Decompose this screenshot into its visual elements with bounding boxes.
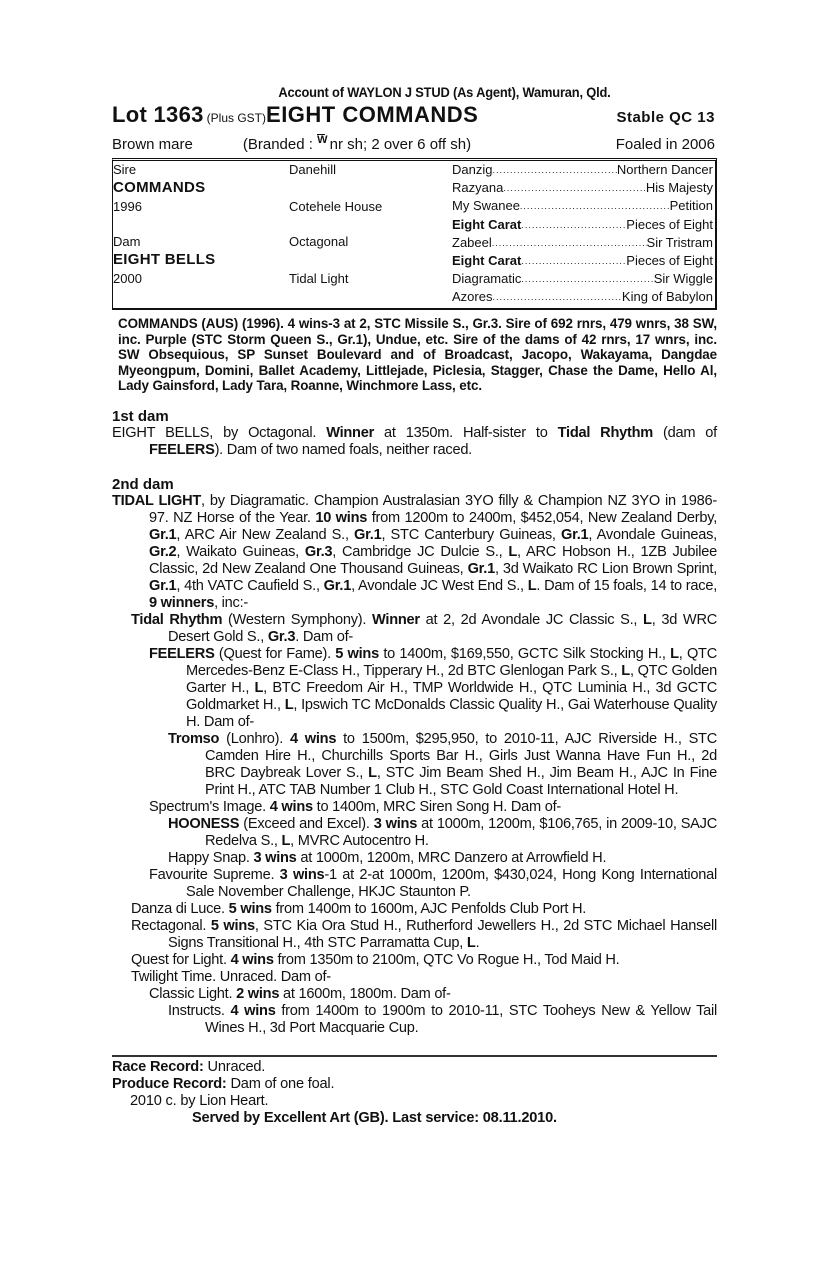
bold-run: 3 wins	[279, 866, 325, 883]
text-run: , 4th VATC Caufield S.,	[176, 577, 324, 594]
bold-run: 3 wins	[373, 815, 418, 832]
text-run: from 1400m to 1600m, AJC Penfolds Club Port H.	[271, 900, 587, 917]
text-run: , STC Canterbury Guineas,	[381, 526, 561, 543]
pedigree-entry	[112, 493, 717, 612]
pedigree-entry	[112, 952, 717, 969]
text-run: . Dam of-	[295, 628, 353, 645]
text-run: , Cambridge JC Dulcie S.,	[332, 543, 509, 560]
great-grandsire-name: Pieces of Eight	[626, 253, 713, 268]
text-run: , inc:-	[214, 594, 249, 611]
text-run: (Lonhro).	[219, 730, 290, 747]
bold-run: 5 wins	[228, 900, 272, 917]
text-run: to 1400m, MRC Siren Song H. Dam of-	[312, 798, 561, 815]
dot-leader	[492, 291, 621, 304]
bold-run: FEELERS	[149, 645, 215, 662]
grandparent-row	[452, 198, 713, 213]
text-run: EIGHT BELLS, by Octagonal.	[112, 424, 327, 441]
bold-run: 4 wins	[230, 1002, 276, 1019]
text-run: , BTC Freedom Air H., TMP Worldwide H., QTC Luminia H., 3d GCTC Goldmarket H.,	[186, 679, 717, 713]
race-record-value: Unraced.	[207, 1058, 266, 1075]
pedigree-entry	[112, 646, 717, 731]
great-grandsire-name: His Majesty	[645, 180, 713, 196]
text-run: -1 at 2-at 1000m, 1200m, $430,024, Hong Kong International Sale November Challenge, HKJC Staunton P.	[186, 866, 717, 900]
second-dam-heading: 2nd dam	[112, 475, 174, 493]
pedigree-entry	[112, 901, 717, 918]
text-run: at 1000m, 1200m, $106,765, in 2009-10, SAJC Redelva S.,	[205, 815, 717, 849]
dot-leader	[503, 182, 646, 195]
text-run: (Exceed and Excel).	[239, 815, 374, 832]
pedigree-entry	[112, 799, 717, 816]
grandparent-name: Danzig	[452, 162, 493, 177]
text-run: (Western Symphony).	[222, 611, 372, 628]
sire-label: Sire	[113, 162, 137, 177]
horse-info	[112, 134, 717, 156]
bold-run: Tidal Rhythm	[131, 611, 223, 628]
grandparent-name: Eight Carat	[452, 216, 522, 232]
bold-run: Gr.2	[149, 543, 177, 560]
bold-run: Gr.1	[560, 526, 589, 543]
text-run: at 1350m. Half-sister to	[374, 424, 558, 441]
bold-run: L	[621, 662, 630, 679]
bold-run: L	[466, 934, 476, 951]
text-run: , QTC Mercedes-Benz E-Class H., Tipperary H., 2d BTC Glenlogan Park S.,	[186, 645, 718, 679]
bold-run: Gr.3	[304, 543, 333, 560]
dam-sire: Octagonal	[289, 234, 349, 249]
pedigree-entry	[112, 867, 717, 901]
pedigree-entry	[112, 612, 717, 646]
text-run: Spectrum's Image.	[149, 798, 270, 815]
text-run: , MVRC Autocentro H.	[290, 832, 429, 849]
text-run: Twilight Time. Unraced. Dam of-	[131, 968, 331, 985]
bold-run: Tidal Rhythm	[557, 424, 653, 441]
first-dam-heading: 1st dam	[112, 407, 169, 425]
text-run: at 1000m, 1200m, MRC Danzero at Arrowfield H.	[296, 849, 607, 866]
dam-name: EIGHT BELLS	[113, 251, 216, 268]
bold-run: L	[284, 696, 294, 713]
text-run: , Avondale JC West End S.,	[351, 577, 528, 594]
grandparent-row	[452, 253, 713, 268]
bold-run: 9 winners	[149, 594, 215, 611]
bold-run: Winner	[326, 424, 375, 441]
bold-run: 5 wins	[210, 917, 255, 934]
bold-run: 4 wins	[290, 730, 337, 747]
bold-run: Winner	[372, 611, 420, 628]
text-run: , by Diagramatic. Champion Australasian 3YO filly & Champion NZ 3YO in 1986-97. NZ Horse of the Year.	[149, 492, 717, 526]
text-run: , ARC Air New Zealand S.,	[176, 526, 355, 543]
pedigree-entry	[112, 918, 717, 952]
grandparent-row	[452, 162, 713, 177]
text-run: (Quest for Fame).	[214, 645, 336, 662]
grandparent-name: Zabeel	[452, 234, 492, 250]
great-grandsire-name: Pieces of Eight	[626, 216, 713, 232]
text-run: from 1200m to 2400m, $452,054, New Zealand Derby,	[367, 509, 717, 526]
text-run: , Waikato Guineas,	[176, 543, 305, 560]
pedigree-table	[112, 158, 717, 310]
gst-note: (Plus GST)	[206, 111, 267, 125]
pedigree-entry	[112, 969, 717, 986]
bold-run: 10 wins	[315, 509, 368, 526]
grandparent-row	[452, 271, 713, 286]
text-run: , QTC Golden Garter H.,	[186, 662, 718, 696]
text-run: Happy Snap.	[168, 849, 254, 866]
great-grandsire-name: Sir Tristram	[646, 234, 713, 250]
text-run: Favourite Supreme.	[149, 866, 280, 883]
text-run: , Avondale Guineas,	[588, 526, 717, 543]
bold-run: L	[508, 543, 518, 560]
dot-leader	[520, 200, 670, 213]
text-run: from 1400m to 1900m to 2010-11, STC Tooheys New & Yellow Tail Wines H., 3d Port Macquarie Cup.	[205, 1002, 717, 1036]
pedigree-entry	[112, 986, 717, 1003]
bold-run: Gr.3	[267, 628, 296, 645]
bold-run: L	[254, 679, 264, 696]
great-grandsire-name: King of Babylon	[621, 289, 713, 305]
text-run: , STC Kia Ora Stud H., Rutherford Jewellers H., 2d STC Michael Hansell Signs Transitional H., 4th STC Parramatta Cup,	[168, 917, 717, 951]
text-run: to 1500m, $295,950, to 2010-11, AJC Riverside H., STC Camden Hire H., Churchills Sports Bar H., Girls Just Wanna Have Fun H., 2d BRC Daybreak Lover S.,	[205, 730, 718, 781]
bold-run: Gr.1	[149, 526, 177, 543]
race-record-label: Race Record:	[112, 1058, 204, 1075]
bold-run: Gr.1	[467, 560, 495, 577]
records-section	[112, 1055, 717, 1127]
dot-leader	[521, 255, 626, 268]
bold-run: Gr.1	[323, 577, 352, 594]
second-dam-section	[112, 493, 717, 1037]
text-run: , 3d Waikato RC Lion Brown Sprint,	[494, 560, 717, 577]
sire-dam: Cotehele House	[289, 199, 383, 214]
race-record	[112, 1059, 717, 1076]
pedigree-entry	[112, 850, 717, 867]
text-run: Classic Light.	[149, 985, 237, 1002]
sire-sire: Danehill	[289, 162, 336, 177]
text-run: , 3d WRC Desert Gold S.,	[168, 611, 718, 645]
sire-name: COMMANDS	[113, 179, 206, 196]
colour-sex: Brown mare	[112, 136, 193, 153]
produce-record-label: Produce Record:	[112, 1075, 227, 1092]
grandparent-row	[452, 180, 713, 195]
sire-summary: COMMANDS (AUS) (1996). 4 wins-3 at 2, STC Missile S., Gr.3. Sire of 692 rnrs, 479 wnrs, 38 SW, inc. Purple (STC Storm Queen S., Gr.1), Undue, etc. Sire of the dams of 42 rnrs, 17 wnrs, inc. SW Obsequious, SP Sunset Boulevard and of Broadcast, Jacopo, Wakayama, Dangdae Myeongpum, Domini, Ballet Academy, Littlejade, Piclesia, Stagger, Chase the Dame, Hello Al, Lady Gainsford, Lady Tara, Roanne, Winchmore Lass, etc.	[118, 316, 717, 393]
grandparent-name: Razyana	[452, 180, 504, 196]
catalogue-page	[112, 84, 717, 1127]
grandparent-row	[452, 289, 713, 304]
bold-run: L	[643, 611, 652, 628]
pedigree-entry	[112, 816, 717, 850]
dot-leader	[521, 273, 653, 286]
bold-run: L	[281, 832, 291, 849]
brand-mark-icon: W	[317, 134, 326, 146]
text-run: ). Dam of two named foals, neither raced.	[214, 441, 472, 458]
service-note: Served by Excellent Art (GB). Last service: 08.11.2010.	[192, 1109, 557, 1126]
foaled-year: Foaled in 2006	[615, 136, 715, 153]
bold-run: L	[670, 645, 679, 662]
great-grandsire-name: Northern Dancer	[616, 162, 713, 177]
bold-run: HOONESS	[168, 815, 240, 832]
stable-number: Stable QC 13	[616, 109, 715, 126]
text-run: from 1350m to 2100m, QTC Vo Rogue H., Tod Maid H.	[273, 951, 620, 968]
dam-label: Dam	[113, 234, 141, 249]
great-grandsire-name: Petition	[669, 198, 713, 214]
dam-year: 2000	[113, 271, 142, 286]
text-run: , STC Jim Beam Shed H., Jim Beam H., AJC In Fine Print H., ATC TAB Number 1 Club H., STC Gold Coast International Hotel H.	[205, 764, 717, 798]
pedigree-entry	[112, 1003, 717, 1037]
foal-entry: 2010 c. by Lion Heart.	[130, 1092, 269, 1109]
dot-leader	[521, 219, 626, 232]
text-run: , ARC Hobson H., 1ZB Jubilee Classic, 2d New Zealand One Thousand Guineas,	[149, 543, 717, 577]
produce-record	[112, 1076, 717, 1093]
bold-run: FEELERS	[149, 441, 215, 458]
brand-info	[243, 134, 471, 153]
grandparent-name: Eight Carat	[452, 253, 522, 268]
bold-run: 4 wins	[230, 951, 274, 968]
dam-dam: Tidal Light	[289, 271, 349, 286]
bold-run: TIDAL LIGHT	[112, 492, 202, 509]
produce-record-value: Dam of one foal.	[230, 1075, 335, 1092]
bold-run: Gr.1	[354, 526, 382, 543]
grandparent-row	[452, 217, 713, 232]
brand-suffix: nr sh; 2 over 6 off sh)	[329, 136, 472, 153]
pedigree-entry	[112, 731, 717, 799]
text-run: to 1400m, $169,550, GCTC Silk Stocking H.,	[378, 645, 671, 662]
bold-run: L	[368, 764, 377, 781]
sire-year: 1996	[113, 199, 142, 214]
text-run: at 1600m, 1800m. Dam of-	[279, 985, 451, 1002]
pedigree-entry	[112, 425, 717, 459]
grandparent-name: My Swanee	[452, 198, 520, 214]
bold-run: Tromso	[168, 730, 220, 747]
bold-run: 4 wins	[269, 798, 313, 815]
horse-name: EIGHT COMMANDS	[266, 102, 479, 127]
lot-line	[112, 102, 717, 128]
bold-run: Gr.1	[149, 577, 177, 594]
lot-number: Lot 1363	[112, 102, 204, 127]
text-run: . Dam of 15 foals, 14 to race,	[536, 577, 717, 594]
text-run: Instructs.	[168, 1002, 231, 1019]
brand-prefix: (Branded :	[242, 136, 313, 153]
dot-leader	[492, 164, 616, 177]
text-run: Quest for Light.	[131, 951, 231, 968]
text-run: , Ipswich TC McDonalds Classic Quality H., Gai Waterhouse Quality H. Dam of-	[186, 696, 717, 730]
first-dam-section	[112, 425, 717, 459]
grandparent-name: Azores	[452, 289, 493, 305]
great-grandsire-name: Sir Wiggle	[653, 271, 713, 287]
text-run: .	[475, 934, 480, 951]
text-run: at 2, 2d Avondale JC Classic S.,	[419, 611, 644, 628]
dot-leader	[492, 237, 647, 250]
grandparent-name: Diagramatic	[452, 271, 522, 287]
bold-run: 2 wins	[236, 985, 280, 1002]
text-run: (dam of	[653, 424, 717, 441]
bold-run: 3 wins	[253, 849, 297, 866]
bold-run: 5 wins	[335, 645, 379, 662]
vendor-account: Account of WAYLON J STUD (As Agent), Wamuran, Qld.	[278, 84, 611, 100]
bold-run: L	[527, 577, 537, 594]
text-run: Rectagonal.	[131, 917, 211, 934]
text-run: Danza di Luce.	[131, 900, 229, 917]
grandparent-row	[452, 235, 713, 250]
